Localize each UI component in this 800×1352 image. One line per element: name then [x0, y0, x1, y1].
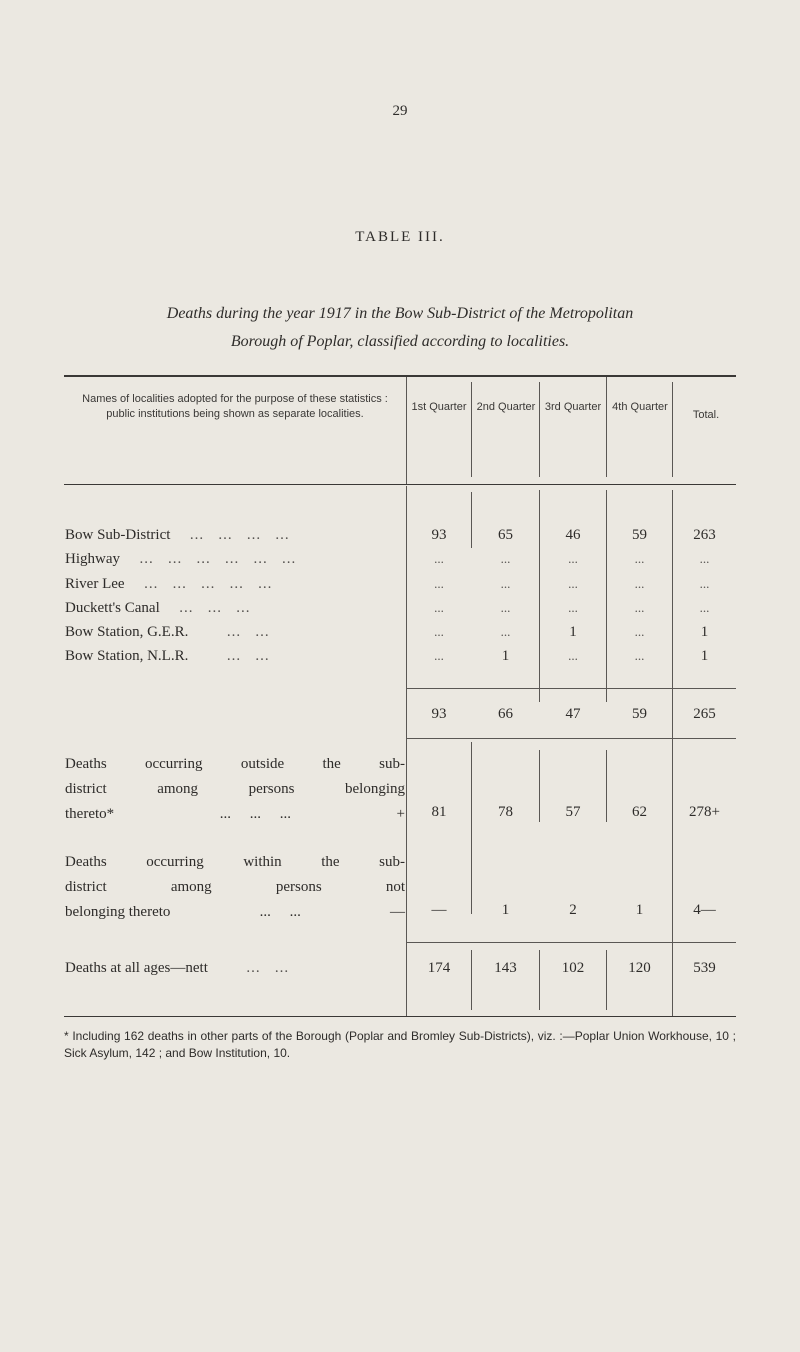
leader-dots: ... ...	[198, 648, 270, 664]
q1-value: ...	[434, 576, 444, 591]
q2-value: ...	[500, 624, 511, 639]
nett-row-label	[65, 960, 405, 977]
nett-rule	[407, 942, 736, 943]
total-value: 1	[700, 648, 709, 664]
within-deaths-label	[65, 850, 405, 925]
nett-total: 539	[693, 960, 716, 976]
locality-name: Highway	[65, 551, 120, 567]
subtotal-q4: 59	[632, 706, 647, 722]
q3-value: ...	[568, 600, 578, 615]
plus-sign: +	[396, 806, 405, 822]
total-value: ...	[699, 600, 710, 615]
footnote: * Including 162 deaths in other parts of the Borough (Poplar and Bromley Sub-Districts), viz. :—Poplar Union Workhouse, 10 ; Sick Asylum, 142 ; and Bow Institution, 10.	[64, 1029, 736, 1060]
q2-value: 1	[501, 648, 510, 664]
locality-name: Bow Sub-District	[65, 527, 171, 543]
leader-dots: ... ...	[259, 904, 301, 920]
column-divider	[471, 950, 472, 1010]
q1-value: ...	[434, 624, 444, 639]
q4-value: 59	[632, 527, 647, 543]
outside-label-line-1: Deaths occurring outside the sub-	[65, 756, 405, 772]
column-divider	[672, 382, 673, 477]
q3-value: 1	[569, 624, 577, 640]
q2-value: 65	[498, 527, 513, 543]
table-bottom-rule	[64, 1016, 736, 1017]
leader-dots: ... ...	[217, 960, 290, 976]
subtotal-q2: 66	[498, 706, 513, 722]
locality-row-label	[65, 600, 405, 617]
outside-label-line-2: district among persons belonging	[65, 781, 405, 797]
subtotal-q3: 47	[565, 706, 581, 722]
within-label-line-3	[65, 900, 405, 925]
locality-name: Bow Station, G.E.R.	[65, 624, 189, 640]
nett-q1: 174	[427, 960, 451, 976]
header-bottom-rule	[64, 484, 736, 485]
column-divider	[539, 382, 540, 477]
page-number: 29	[392, 103, 408, 119]
q1-value: ...	[434, 648, 444, 663]
table-title: TABLE III.	[355, 229, 445, 245]
nett-q4: 120	[628, 960, 651, 976]
column-divider	[672, 490, 673, 1016]
subtotal-rule	[407, 688, 736, 689]
header-q3: 3rd Quarter	[544, 401, 602, 413]
within-label-text: belonging thereto	[65, 904, 171, 920]
q4-value: ...	[634, 600, 645, 615]
leader-dots: ... ... ...	[219, 806, 291, 822]
column-divider	[471, 382, 472, 477]
locality-row-label	[65, 576, 405, 593]
locality-row-label	[65, 648, 405, 665]
within-label-line-2: district among persons not	[65, 879, 405, 895]
outside-total: 278+	[689, 804, 720, 820]
subtitle-line-2: Borough of Poplar, classified according to localities.	[230, 333, 570, 350]
q2-value: ...	[500, 600, 511, 615]
outside-q1: 81	[431, 804, 447, 820]
q1-value: ...	[434, 600, 444, 615]
total-value: ...	[699, 551, 710, 566]
leader-dots: ... ... ... ... ... ...	[130, 551, 297, 567]
column-divider	[606, 377, 607, 477]
q3-value: ...	[568, 576, 578, 591]
column-divider	[606, 490, 607, 702]
total-value: ...	[699, 576, 710, 591]
total-value: 263	[693, 527, 716, 543]
subtotal-q1: 93	[431, 706, 447, 722]
total-value: 1	[700, 624, 709, 640]
minus-sign: —	[389, 904, 405, 920]
locality-row-label	[65, 551, 405, 568]
q2-value: ...	[500, 551, 511, 566]
q3-value: ...	[568, 551, 578, 566]
q4-value: ...	[634, 551, 645, 566]
column-divider	[406, 377, 407, 484]
q3-value: 46	[565, 527, 581, 543]
table-top-rule	[64, 375, 736, 377]
nett-q2: 143	[494, 960, 517, 976]
outside-q2: 78	[498, 804, 513, 820]
outside-q3: 57	[565, 804, 581, 820]
leader-dots: ... ... ... ... ...	[134, 576, 273, 592]
q4-value: ...	[634, 624, 645, 639]
header-q1: 1st Quarter	[411, 401, 467, 413]
q2-value: ...	[500, 576, 511, 591]
column-divider	[539, 490, 540, 702]
nett-label: Deaths at all ages—nett	[65, 960, 208, 976]
outside-deaths-label	[65, 752, 405, 827]
column-divider	[471, 742, 472, 914]
q3-value: ...	[568, 648, 578, 663]
locality-name: Duckett's Canal	[65, 600, 160, 616]
table-subtitle	[60, 300, 740, 356]
header-locality: Names of localities adopted for the purpose of these statistics : public institutions being shown as separate localities.	[82, 393, 388, 420]
subtotal-total: 265	[693, 706, 716, 722]
q1-value: 93	[431, 527, 447, 543]
outside-q4: 62	[632, 804, 647, 820]
within-total: 4—	[693, 902, 716, 918]
column-divider	[606, 950, 607, 1010]
header-q4: 4th Quarter	[612, 401, 668, 413]
q4-value: ...	[634, 648, 645, 663]
q4-value: ...	[634, 576, 645, 591]
q1-value: ...	[434, 551, 444, 566]
within-q4: 1	[635, 902, 644, 918]
within-q1: —	[431, 902, 447, 918]
subtitle-line-1: Deaths during the year 1917 in the Bow Sub-District of the Metropolitan	[166, 305, 634, 322]
locality-name: Bow Station, N.L.R.	[65, 648, 189, 664]
nett-q3: 102	[561, 960, 585, 976]
outside-label-line-3	[65, 802, 405, 827]
leader-dots: ... ... ...	[169, 600, 251, 616]
leader-dots: ... ... ... ...	[180, 527, 290, 543]
within-q3: 2	[569, 902, 577, 918]
locality-row-label	[65, 624, 405, 641]
column-divider	[539, 950, 540, 1010]
locality-row-label	[65, 527, 405, 544]
within-label-line-1: Deaths occurring within the sub-	[65, 854, 405, 870]
within-q2: 1	[501, 902, 510, 918]
subtotal-bottom-rule	[407, 738, 736, 739]
leader-dots: ... ...	[198, 624, 270, 640]
header-q2: 2nd Quarter	[476, 401, 536, 413]
header-total: Total.	[692, 409, 720, 421]
outside-label-text: thereto*	[65, 806, 115, 822]
locality-name: River Lee	[65, 576, 125, 592]
